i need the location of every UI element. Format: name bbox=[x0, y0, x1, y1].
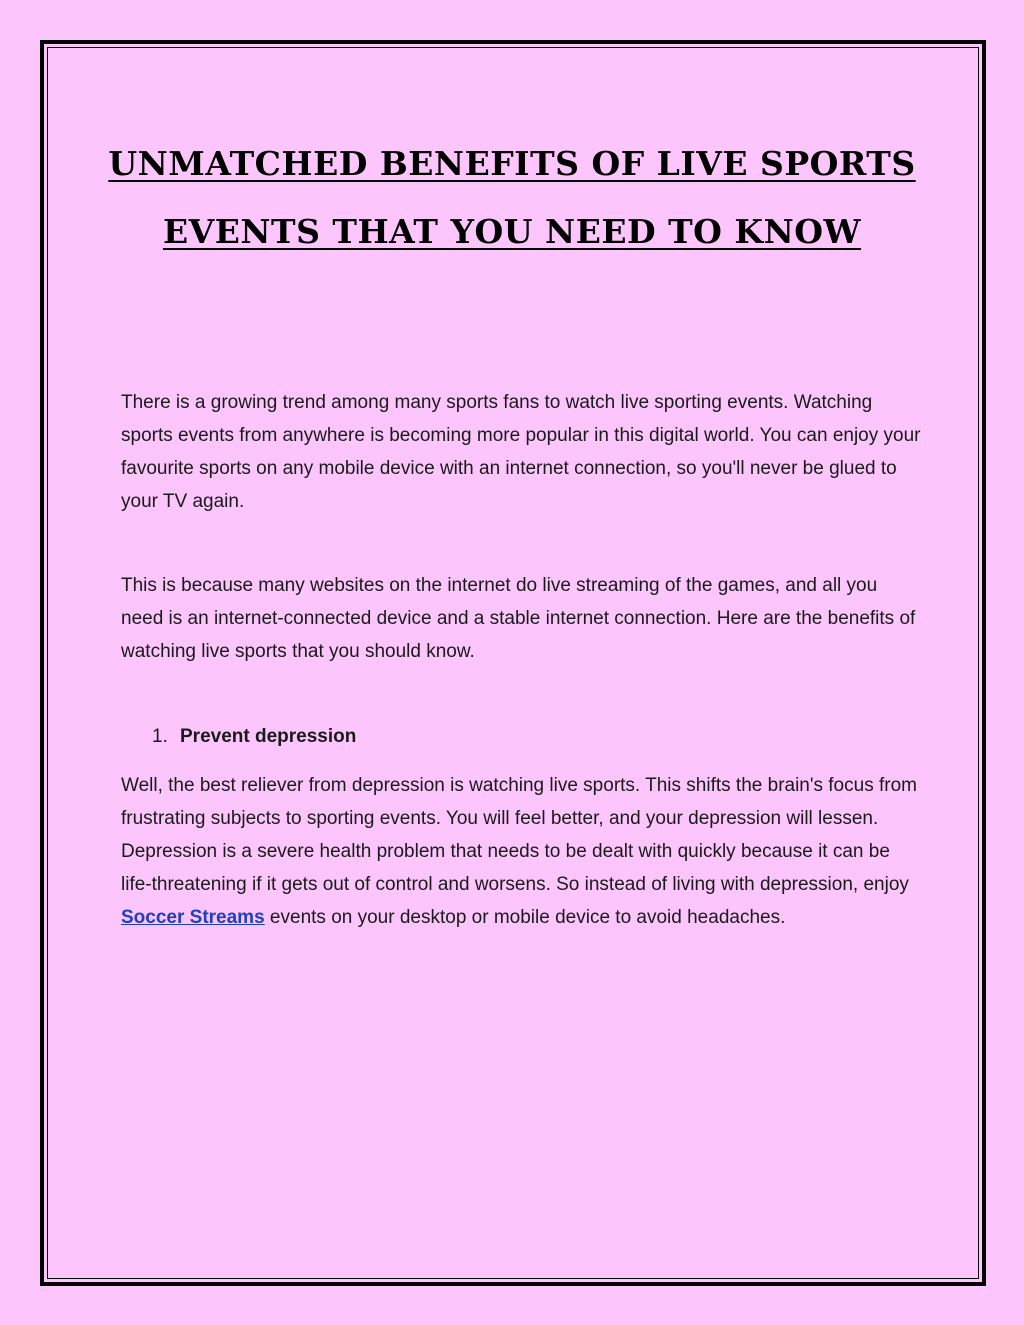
list-item-prevent-depression bbox=[152, 720, 356, 753]
list-item-heading: Prevent depression bbox=[180, 726, 357, 747]
document-title bbox=[100, 130, 924, 266]
paragraph-depression-text-end: events on your desktop or mobile device to avoid headaches. bbox=[264, 907, 786, 928]
list-item-number: 1. bbox=[152, 726, 168, 747]
soccer-streams-link[interactable]: Soccer Streams bbox=[121, 907, 265, 928]
document-title-text: UNMATCHED BENEFITS OF LIVE SPORTS EVENTS THAT YOU NEED TO KNOW bbox=[108, 144, 916, 251]
paragraph-depression-text-start: Well, the best reliever from depression is watching live sports. This shifts the brain's focus from frustrating subjects to sporting events. You will feel better, and your depression will lessen. Depression is a severe health problem that needs to be dealt with quickly because it can be life-threatening if it gets out of control and worsens. So instead of living with depression, enjoy bbox=[121, 775, 917, 895]
paragraph-streaming: This is because many websites on the internet do live streaming of the games, and all you need is an internet-connected device and a stable internet connection. Here are the benefits of watching live sports that you should know. bbox=[121, 575, 916, 662]
paragraph-intro: There is a growing trend among many sports fans to watch live sporting events. Watching sports events from anywhere is becoming more popular in this digital world. You can enjoy your favourite sports on any mobile device with an internet connection, so you'll never be glued to your TV again. bbox=[121, 392, 921, 512]
paragraph-depression bbox=[121, 769, 921, 934]
